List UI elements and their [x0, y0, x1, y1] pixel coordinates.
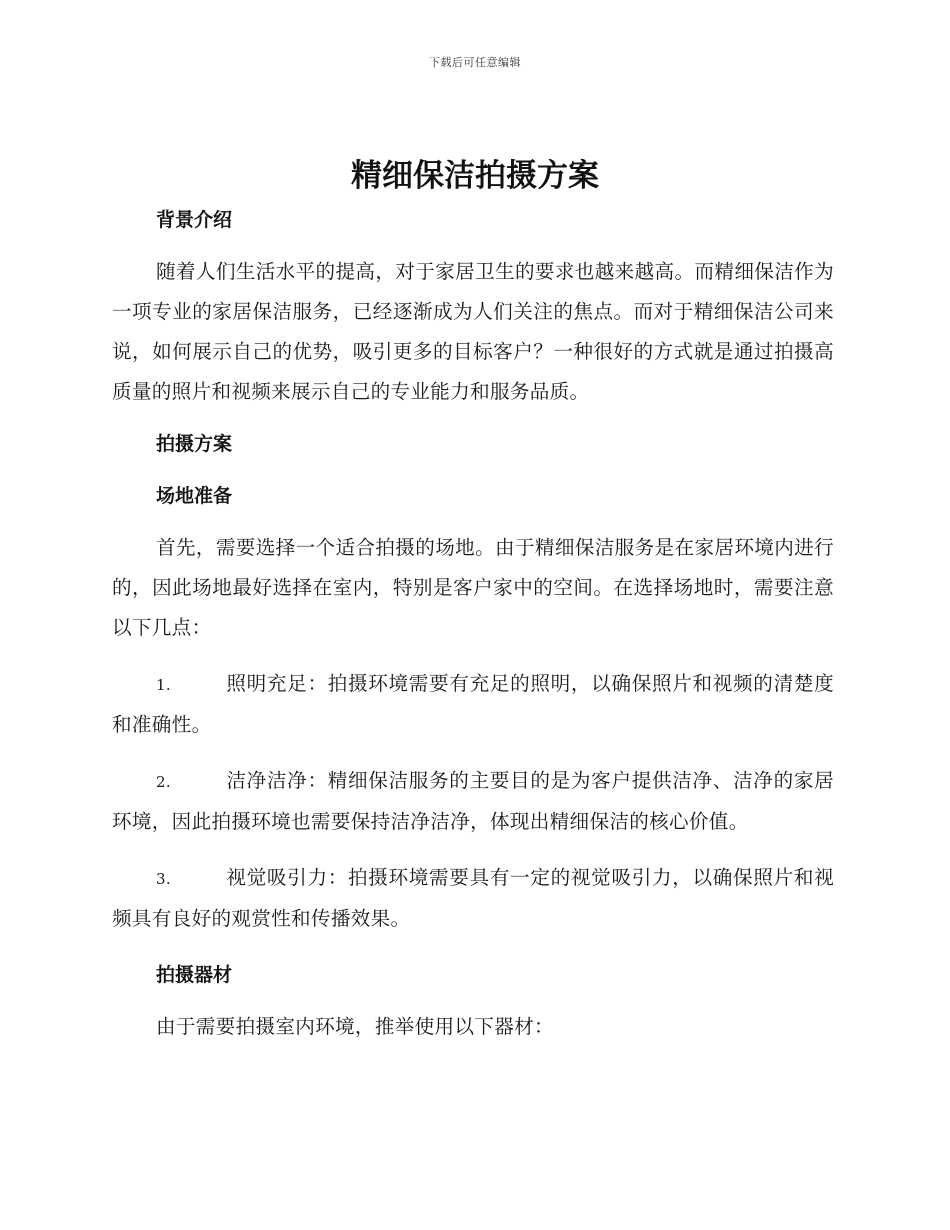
section-heading-equipment: 拍摄器材: [156, 964, 233, 986]
list-item-text: 洁净洁净：精细保洁服务的主要目的是为客户提供洁净、洁净的家居环境，因此拍摄环境也需要保持洁净洁净，体现出精细保洁的核心价值。: [112, 769, 834, 833]
list-item: [112, 858, 834, 939]
document-body: [112, 200, 834, 1047]
document-title: 精细保洁拍摄方案: [351, 158, 599, 194]
section-heading-venue: 场地准备: [156, 485, 233, 507]
paragraph-venue: 首先，需要选择一个适合拍摄的场地。由于精细保洁服务是在家居环境内进行的，因此场地最好选择在室内，特别是客户家中的空间。在选择场地时，需要注意以下几点：: [112, 536, 834, 639]
list-item: [112, 761, 834, 842]
list-item-number: 2.: [156, 773, 171, 791]
list-item-text: 视觉吸引力：拍摄环境需要具有一定的视觉吸引力，以确保照片和视频具有良好的观赏性和传播效果。: [112, 866, 834, 930]
list-item-number: 3.: [156, 870, 171, 888]
section-heading-plan: 拍摄方案: [156, 433, 233, 455]
section-heading-background: 背景介绍: [156, 209, 233, 231]
list-item-number: 1.: [156, 676, 171, 694]
header-note: 下载后可任意编辑: [429, 56, 521, 69]
paragraph-equipment: 由于需要拍摄室内环境，推举使用以下器材：: [156, 1015, 554, 1038]
paragraph-background: 随着人们生活水平的提高，对于家居卫生的要求也越来越高。而精细保洁作为一项专业的家居保洁服务，已经逐渐成为人们关注的焦点。而对于精细保洁公司来说，如何展示自己的优势，吸引更多的目标客户？一种很好的方式就是通过拍摄高质量的照片和视频来展示自己的专业能力和服务品质。: [112, 260, 834, 403]
list-item: [112, 664, 834, 745]
list-item-text: 照明充足：拍摄环境需要有充足的照明，以确保照片和视频的清楚度和准确性。: [112, 672, 834, 736]
